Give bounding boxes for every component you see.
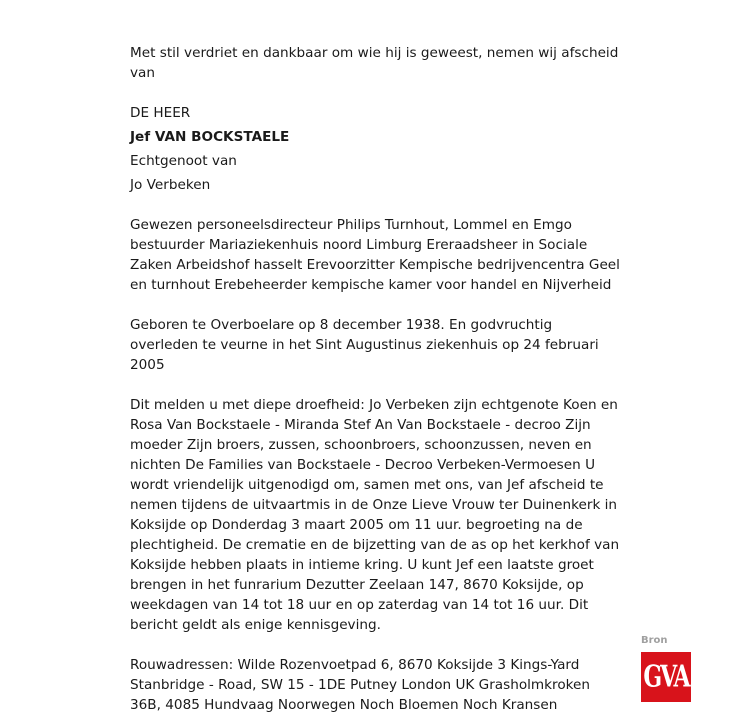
obituary-notice — [130, 43, 620, 715]
gva-logo — [641, 652, 691, 702]
announcement-paragraph: Dit melden u met diepe droefheid: Jo Verbeken zijn echtgenote Koen en Rosa Van Bockstaele - Miranda Stef An Van Bockstaele - decroo Zijn moeder Zijn broers, zussen, schoonbroers, schoonzussen, neven en nichten De Families van Bockstaele - Decroo Verbeken-Vermoesen U wordt vriendelijk uitgenodigd om, samen met ons, van Jef afscheid te nemen tijdens de uitvaartmis in de Onze Lieve Vrouw ter Duinenkerk in Koksijde op Donderdag 3 maart 2005 om 11 uur. begroeting na de plechtigheid. De crematie en de bijzetting van de as op het kerkhof van Koksijde hebben plaats in intieme kring. U kunt Jef een laatste groet brengen in het funrarium Dezutter Zeelaan 147, 8670 Koksijde, op weekdagen van 14 tot 18 uur en op zaterdag van 14 tot 16 uur. Dit bericht geldt als enige kennisgeving. — [130, 397, 620, 633]
career-paragraph: Gewezen personeelsdirecteur Philips Turnhout, Lommel en Emgo bestuurder Mariaziekenhuis noord Limburg Ereraadsheer in Sociale Zaken Arbeidshof hasselt Erevoorzitter Kempische bedrijvencentra Geel en turnhout Erebeheerder kempische kamer voor handel en Nijverheid — [130, 217, 620, 293]
source-block — [641, 635, 691, 702]
birth-death-paragraph: Geboren te Overboelare op 8 december 1938. En godvruchtig overleden te veurne in het Sint Augustinus ziekenhuis op 24 februari 2005 — [130, 317, 599, 373]
logo-text: GVA — [643, 659, 689, 695]
intro-text: Met stil verdriet en dankbaar om wie hij is geweest, nemen wij afscheid van — [130, 45, 619, 81]
deceased-block — [130, 101, 620, 197]
relation-label: Echtgenoot van — [130, 153, 237, 169]
spouse-name: Jo Verbeken — [130, 177, 211, 193]
addresses-paragraph: Rouwadressen: Wilde Rozenvoetpad 6, 8670 Koksijde 3 Kings-Yard Stanbridge - Road, SW 15 - 1DE Putney London UK Grasholmkroken 36B, 4085 Hundvaag Noorwegen Noch Bloemen Noch Kransen — [130, 657, 590, 713]
source-label: Bron — [641, 635, 668, 646]
deceased-name: Jef VAN BOCKSTAELE — [130, 129, 290, 145]
honorific: DE HEER — [130, 105, 191, 121]
